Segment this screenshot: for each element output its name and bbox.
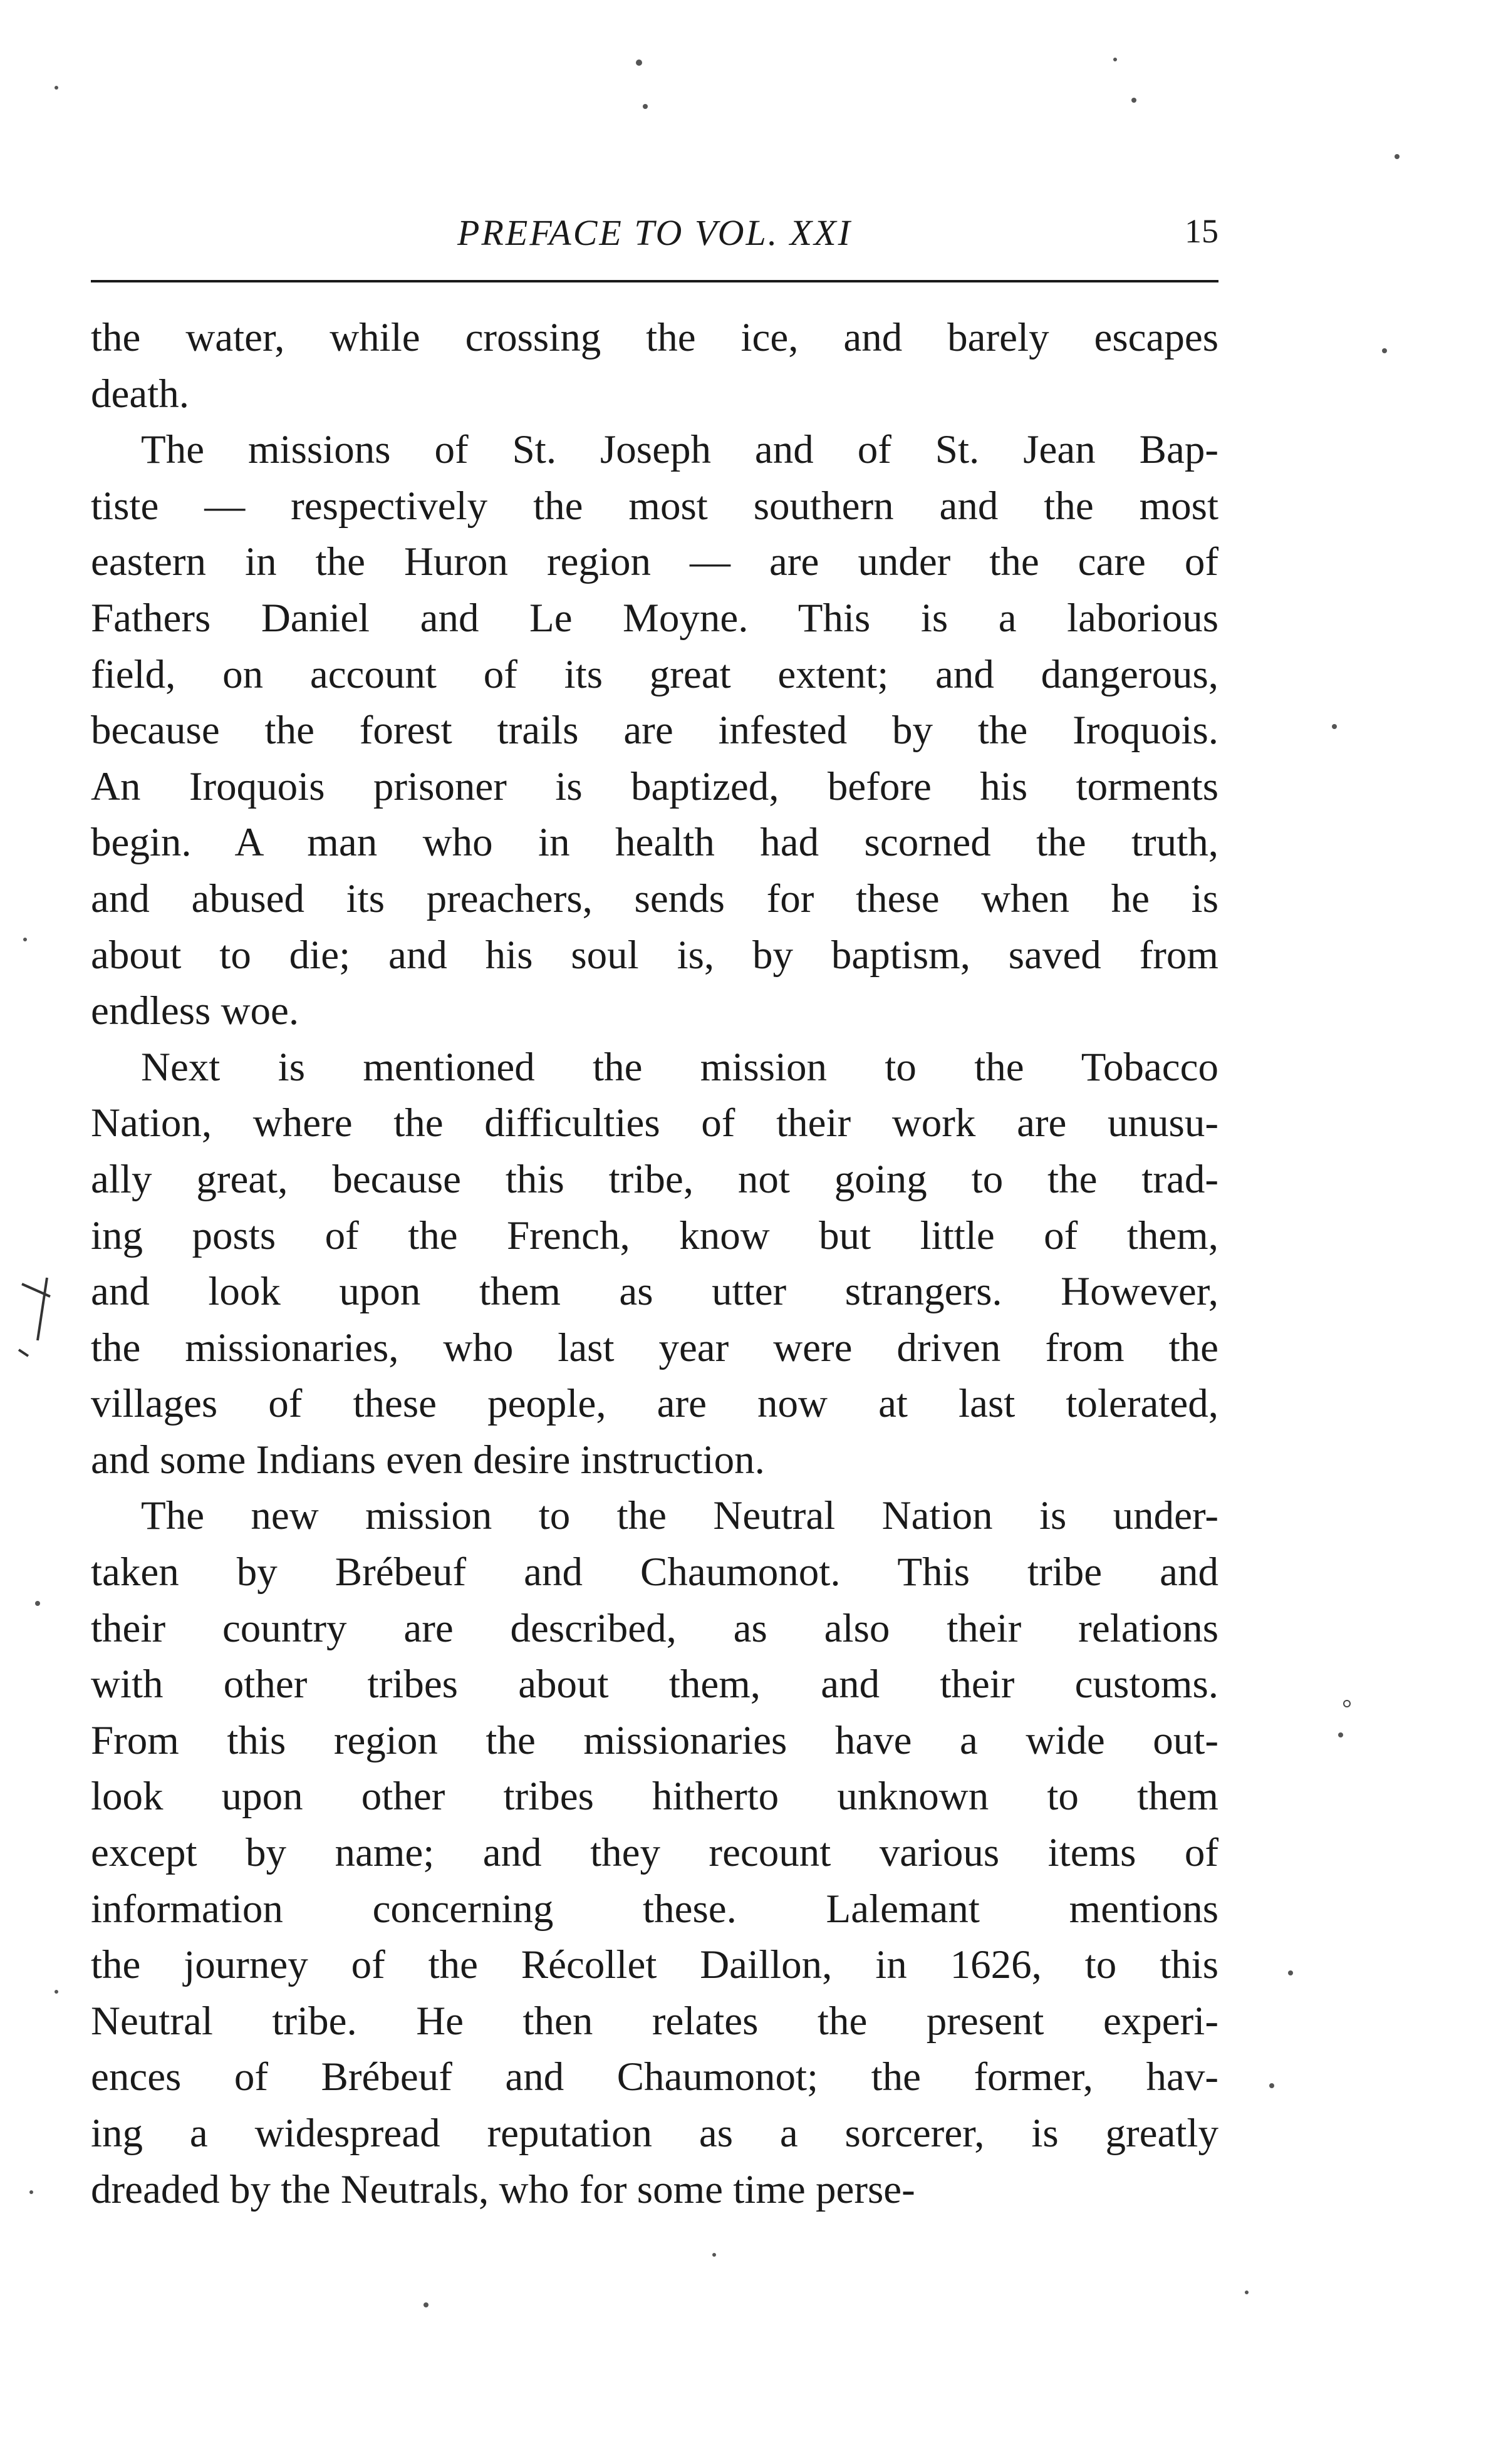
text-line: the missionaries, who last year were driven from the [91,1325,1218,1370]
text-line: ences of Brébeuf and Chaumonot; the former, hav- [91,2054,1218,2100]
running-title: PREFACE TO VOL. XXI [457,212,852,253]
text-line: ing a widespread reputation as a sorcerer, is greatly [91,2111,1218,2156]
text-line: the journey of the Récollet Daillon, in 1626, to this [91,1942,1218,1988]
text-line: eastern in the Huron region — are under the care of [91,539,1218,585]
text-line: and abused its preachers, sends for these when he is [91,876,1218,921]
text-line: begin. A man who in health had scorned the truth, [91,820,1218,866]
text-line: with other tribes about them, and their customs. [91,1662,1218,1707]
text-line: From this region the missionaries have a wide out- [91,1717,1218,1763]
text-line: because the forest trails are infested by the Iroquois. [91,708,1218,753]
text-line: The new mission to the Neutral Nation is under- [141,1493,1218,1539]
body-text [91,310,1218,2218]
text-line: information concerning these. Lalemant mentions [91,1886,1218,1932]
text-line: about to die; and his soul is, by baptism, saved from [91,932,1218,978]
text-line: ing posts of the French, know but little of them, [91,1213,1218,1258]
text-line: field, on account of its great extent; and dangerous, [91,651,1218,697]
text-line: except by name; and they recount various items of [91,1830,1218,1876]
text-line: death. [91,371,190,417]
text-line: dreaded by the Neutrals, who for some time perse- [91,2166,915,2212]
text-line: Nation, where the difficulties of their work are unusu- [91,1100,1218,1146]
page-number: 15 [1185,212,1218,250]
text-line: and some Indians even desire instruction. [91,1437,765,1483]
text-line: villages of these people, are now at last tolerated, [91,1381,1218,1427]
text-line: endless woe. [91,988,299,1034]
text-line: Fathers Daniel and Le Moyne. This is a laborious [91,595,1218,641]
text-line: tiste — respectively the most southern and the most [91,483,1218,529]
text-line: the water, while crossing the ice, and barely escapes [91,315,1218,360]
text-line: ally great, because this tribe, not going to the trad- [91,1156,1218,1202]
text-line: The missions of St. Joseph and of St. Jean Bap- [141,427,1218,473]
text-line: Neutral tribe. He then relates the present experi- [91,1998,1218,2044]
text-line: their country are described, as also their relations [91,1605,1218,1651]
text-line: and look upon them as utter strangers. However, [91,1269,1218,1315]
text-line: An Iroquois prisoner is baptized, before his torments [91,764,1218,809]
text-line: look upon other tribes hitherto unknown to them [91,1774,1218,1820]
text-line: Next is mentioned the mission to the Tobacco [141,1044,1218,1090]
text-line: taken by Brébeuf and Chaumonot. This tribe and [91,1550,1218,1595]
header-rule [91,280,1218,282]
running-head [91,205,1218,262]
